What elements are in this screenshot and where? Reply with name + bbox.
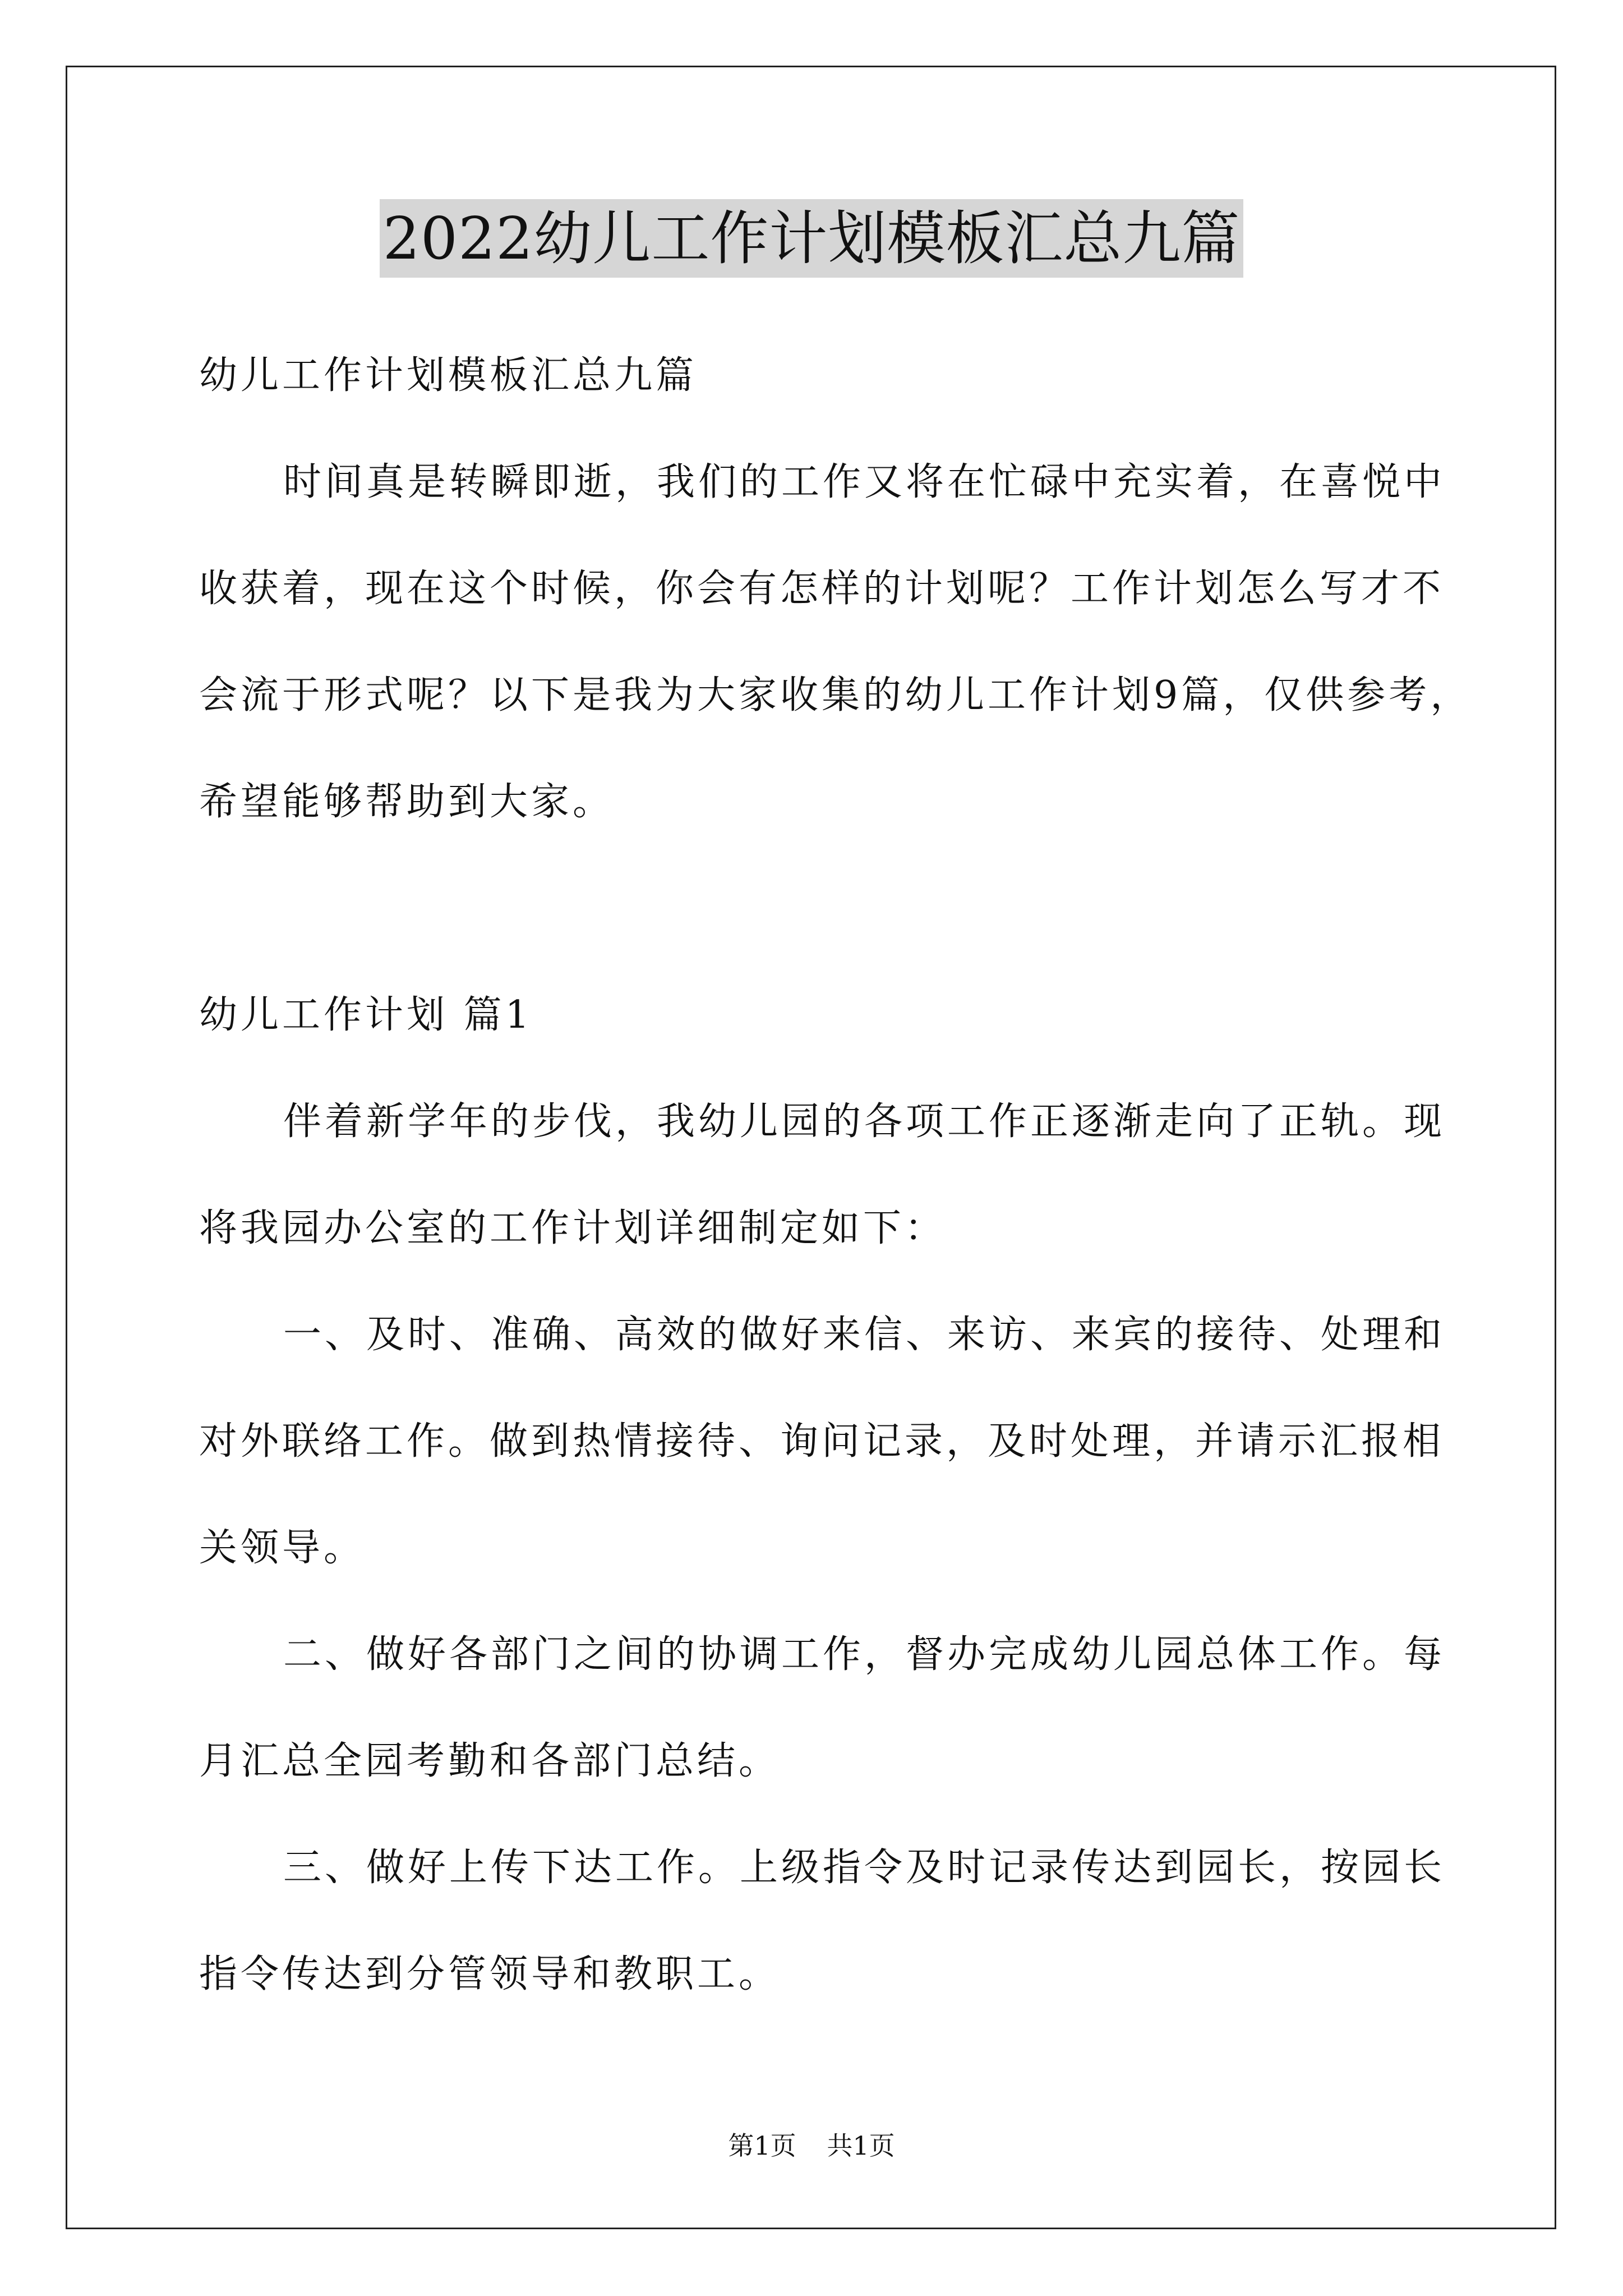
body-line-5: 关领导。 (199, 1526, 366, 1570)
body-line-3: 一、及时、准确、高效的做好来信、来访、来宾的接待、处理和 (283, 1313, 1446, 1357)
page-number-current: 第1页 (728, 2131, 796, 2161)
intro-line-1: 时间真是转瞬即逝，我们的工作又将在忙碌中充实着，在喜悦中 (283, 460, 1446, 504)
page-number-total: 共1页 (827, 2131, 895, 2161)
body-line-2: 将我园办公室的工作计划详细制定如下： (199, 1206, 947, 1250)
title-container (0, 199, 1623, 278)
page-footer (0, 2129, 1623, 2162)
section-heading: 幼儿工作计划 篇1 (199, 993, 533, 1037)
document-title: 2022幼儿工作计划模板汇总九篇 (380, 199, 1244, 278)
body-line-4: 对外联络工作。做到热情接待、询问记录，及时处理，并请示汇报相 (199, 1419, 1445, 1464)
subtitle: 幼儿工作计划模板汇总九篇 (199, 353, 698, 398)
body-line-7: 月汇总全园考勤和各部门总结。 (199, 1739, 781, 1783)
intro-line-2: 收获着，现在这个时候，你会有怎样的计划呢？工作计划怎么写才不 (199, 567, 1445, 611)
body-line-9: 指令传达到分管领导和教职工。 (199, 1952, 781, 1996)
body-line-6: 二、做好各部门之间的协调工作，督办完成幼儿园总体工作。每 (283, 1632, 1446, 1677)
body-line-8: 三、做好上传下达工作。上级指令及时记录传达到园长，按园长 (283, 1846, 1446, 1890)
intro-line-4: 希望能够帮助到大家。 (199, 780, 615, 824)
intro-line-3: 会流于形式呢？以下是我为大家收集的幼儿工作计划9篇，仅供参考， (199, 673, 1472, 717)
body-line-1: 伴着新学年的步伐，我幼儿园的各项工作正逐渐走向了正轨。现 (283, 1099, 1446, 1144)
